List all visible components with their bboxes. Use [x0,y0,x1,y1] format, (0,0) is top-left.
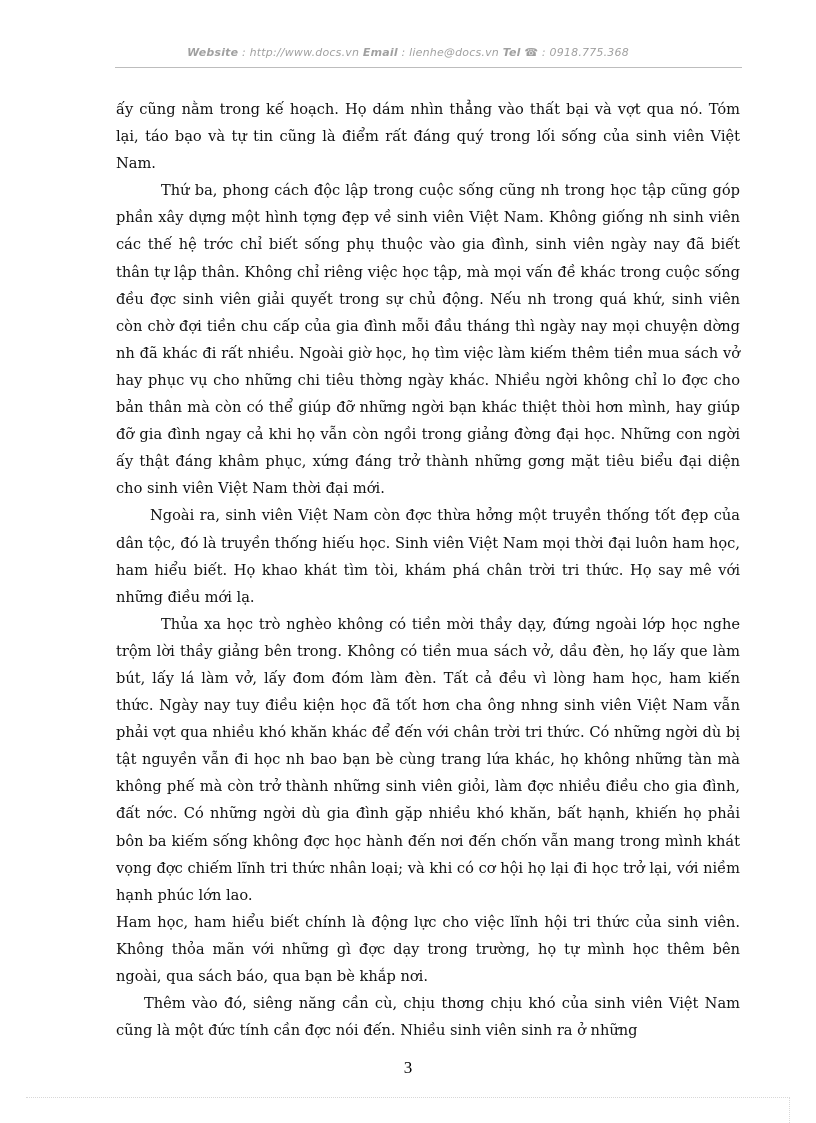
paragraph-4: Thủa xa học trò nghèo không có tiền mời thầy dạy, đứng ngoài lớp học nghe trộm lời thầy giảng bên trong. Không có tiền mua sách vở, dầu đèn, họ lấy que làm bút, lấy lá làm vở, lấy đom đóm làm đèn. Tất cả đều vì lòng ham học, ham kiến thức. Ngày nay tuy điều kiện học đã tốt hơn cha ông nhng sinh viên Việt Nam vẫn phải vợt qua nhiều khó khăn khác để đến với chân trời tri thức. Có những ngời dù bị tật nguyền vẫn đi học nh bao bạn bè cùng trang lứa khác, họ không những tàn mà không phế mà còn trở thành những sinh viên giỏi, làm đợc nhiều điều cho gia đình, đất nớc. Có những ngời dù gia đình gặp nhiều khó khăn, bất hạnh, khiến họ phải bôn ba kiếm sống không đợc học hành đến nơi đến chốn vẫn mang trong mình khát vọng đợc chiếm lĩnh tri thức nhân loại; và khi có cơ hội họ lại đi học trở lại, với niềm hạnh phúc lớn lao. [116,615,740,904]
paragraph-1: ấy cũng nằm trong kế hoạch. Họ dám nhìn thẳng vào thất bại và vợt qua nó. Tóm lại, táo bạo và tự tin cũng là điểm rất đáng quý trong lối sống của sinh viên Việt Nam. [116,101,740,173]
footer-dotted-line [26,1097,790,1098]
paragraph-5: Ham học, ham hiểu biết chính là động lực cho việc lĩnh hội tri thức của sinh viên. Không thỏa mãn với những gì đợc dạy trong trường, họ tự mình học thêm bên ngoài, qua sách báo, qua bạn bè khắp nơi. [116,913,740,985]
document-body [116,96,740,1044]
page-header [0,46,816,59]
email-value: : lienhe@docs.vn [401,46,499,59]
website-label: Website [187,46,239,59]
phone-icon: ☎ [524,46,539,59]
footer-corner-line [789,1097,790,1123]
paragraph-2: Thứ ba, phong cách độc lập trong cuộc sống cũng nh trong học tập cũng góp phần xây dựng một hình tợng đẹp về sinh viên Việt Nam. Không giống nh sinh viên các thế hệ trớc chỉ biết sống phụ thuộc vào gia đình, sinh viên ngày nay đã biết thân tự lập thân. Không chỉ riêng việc học tập, mà mọi vấn đề khác trong cuộc sống đều đợc sinh viên giải quyết trong sự chủ động. Nếu nh trong quá khứ, sinh viên còn chờ đợi tiền chu cấp của gia đình mỗi đầu tháng thì ngày nay mọi chuyện dờng nh đã khác đi rất nhiều. Ngoài giờ học, họ tìm việc làm kiếm thêm tiền mua sách vở hay phục vụ cho những chi tiêu thờng ngày khác. Nhiều ngời không chỉ lo đợc cho bản thân mà còn có thể giúp đỡ những ngời bạn khác thiệt thòi hơn mình, hay giúp đỡ gia đình ngay cả khi họ vẫn còn ngồi trong giảng đờng đại học. Những con ngời ấy thật đáng khâm phục, xứng đáng trở thành những gơng mặt tiêu biểu đại diện cho sinh viên Việt Nam thời đại mới. [116,182,740,498]
page-number: 3 [403,1058,413,1077]
paragraph-6: Thêm vào đó, siêng năng cần cù, chịu thơng chịu khó của sinh viên Việt Nam cũng là một đức tính cần đợc nói đến. Nhiều sinh viên sinh ra ở những [116,995,740,1040]
website-value: : http://www.docs.vn [242,46,360,59]
tel-value: : 0918.775.368 [541,46,629,59]
email-label: Email [362,46,398,59]
tel-label: Tel [502,46,521,59]
header-divider [115,67,742,68]
paragraph-3: Ngoài ra, sinh viên Việt Nam còn đợc thừa hởng một truyền thống tốt đẹp của dân tộc, đó là truyền thống hiếu học. Sinh viên Việt Nam mọi thời đại luôn ham học, ham hiểu biết. Họ khao khát tìm tòi, khám phá chân trời tri thức. Họ say mê với những điều mới lạ. [116,507,740,606]
